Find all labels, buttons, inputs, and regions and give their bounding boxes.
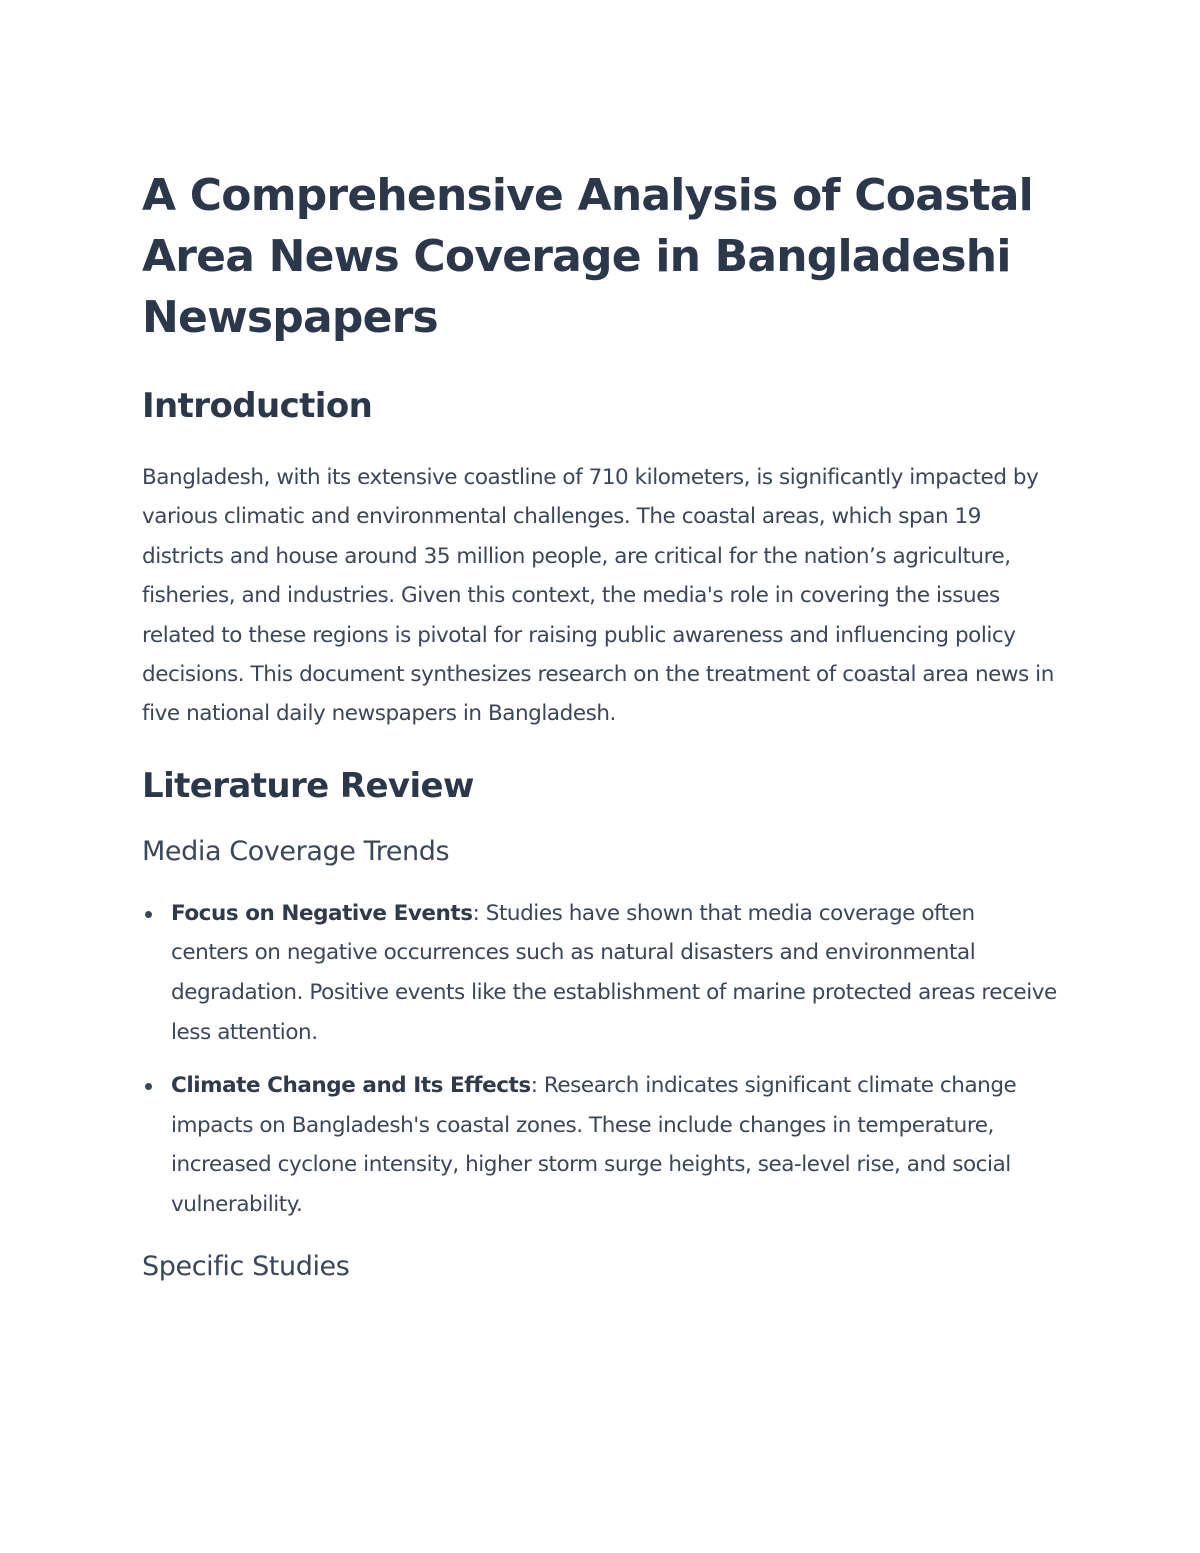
list-item-term: Climate Change and Its Effects	[171, 1073, 531, 1099]
list-item-text: : Research indicates significant climate change impacts on Bangladesh's coastal zones. These include changes in temperature, increased cyclone intensity, higher storm surge heights, sea-level rise, and social vulnerability.	[171, 1073, 1017, 1217]
literature-review-heading: Literature Review	[142, 765, 474, 806]
specific-studies-heading: Specific Studies	[142, 1250, 350, 1282]
document-title: A Comprehensive Analysis of Coastal Area News Coverage in Bangladeshi Newspapers	[142, 170, 1033, 343]
list-item	[142, 1066, 1057, 1224]
introduction-heading: Introduction	[142, 386, 373, 426]
list-item	[142, 894, 1057, 1052]
document-page	[142, 165, 1057, 1285]
introduction-paragraph: Bangladesh, with its extensive coastline of 710 kilometers, is significantly impacted by various climatic and environmental challenges. The coastal areas, which span 19 districts and house around 35 million people, are critical for the nation’s agriculture, fisheries, and industries. Given this context, the media's role in covering the issues related to these regions is pivotal for raising public awareness and influencing policy decisions. This document synthesizes research on the treatment of coastal area news in five national daily newspapers in Bangladesh.	[142, 465, 1054, 727]
bullet-icon	[145, 911, 152, 918]
media-coverage-trends-heading: Media Coverage Trends	[142, 835, 450, 867]
list-item-term: Focus on Negative Events	[171, 900, 473, 926]
bullet-icon	[145, 1083, 152, 1090]
list-item-text: : Studies have shown that media coverage often centers on negative occurrences such as natural disasters and environmental degradation. Positive events like the establishment of marine protected areas receive less attention.	[171, 900, 1057, 1045]
media-coverage-trends-list	[142, 894, 1057, 1225]
